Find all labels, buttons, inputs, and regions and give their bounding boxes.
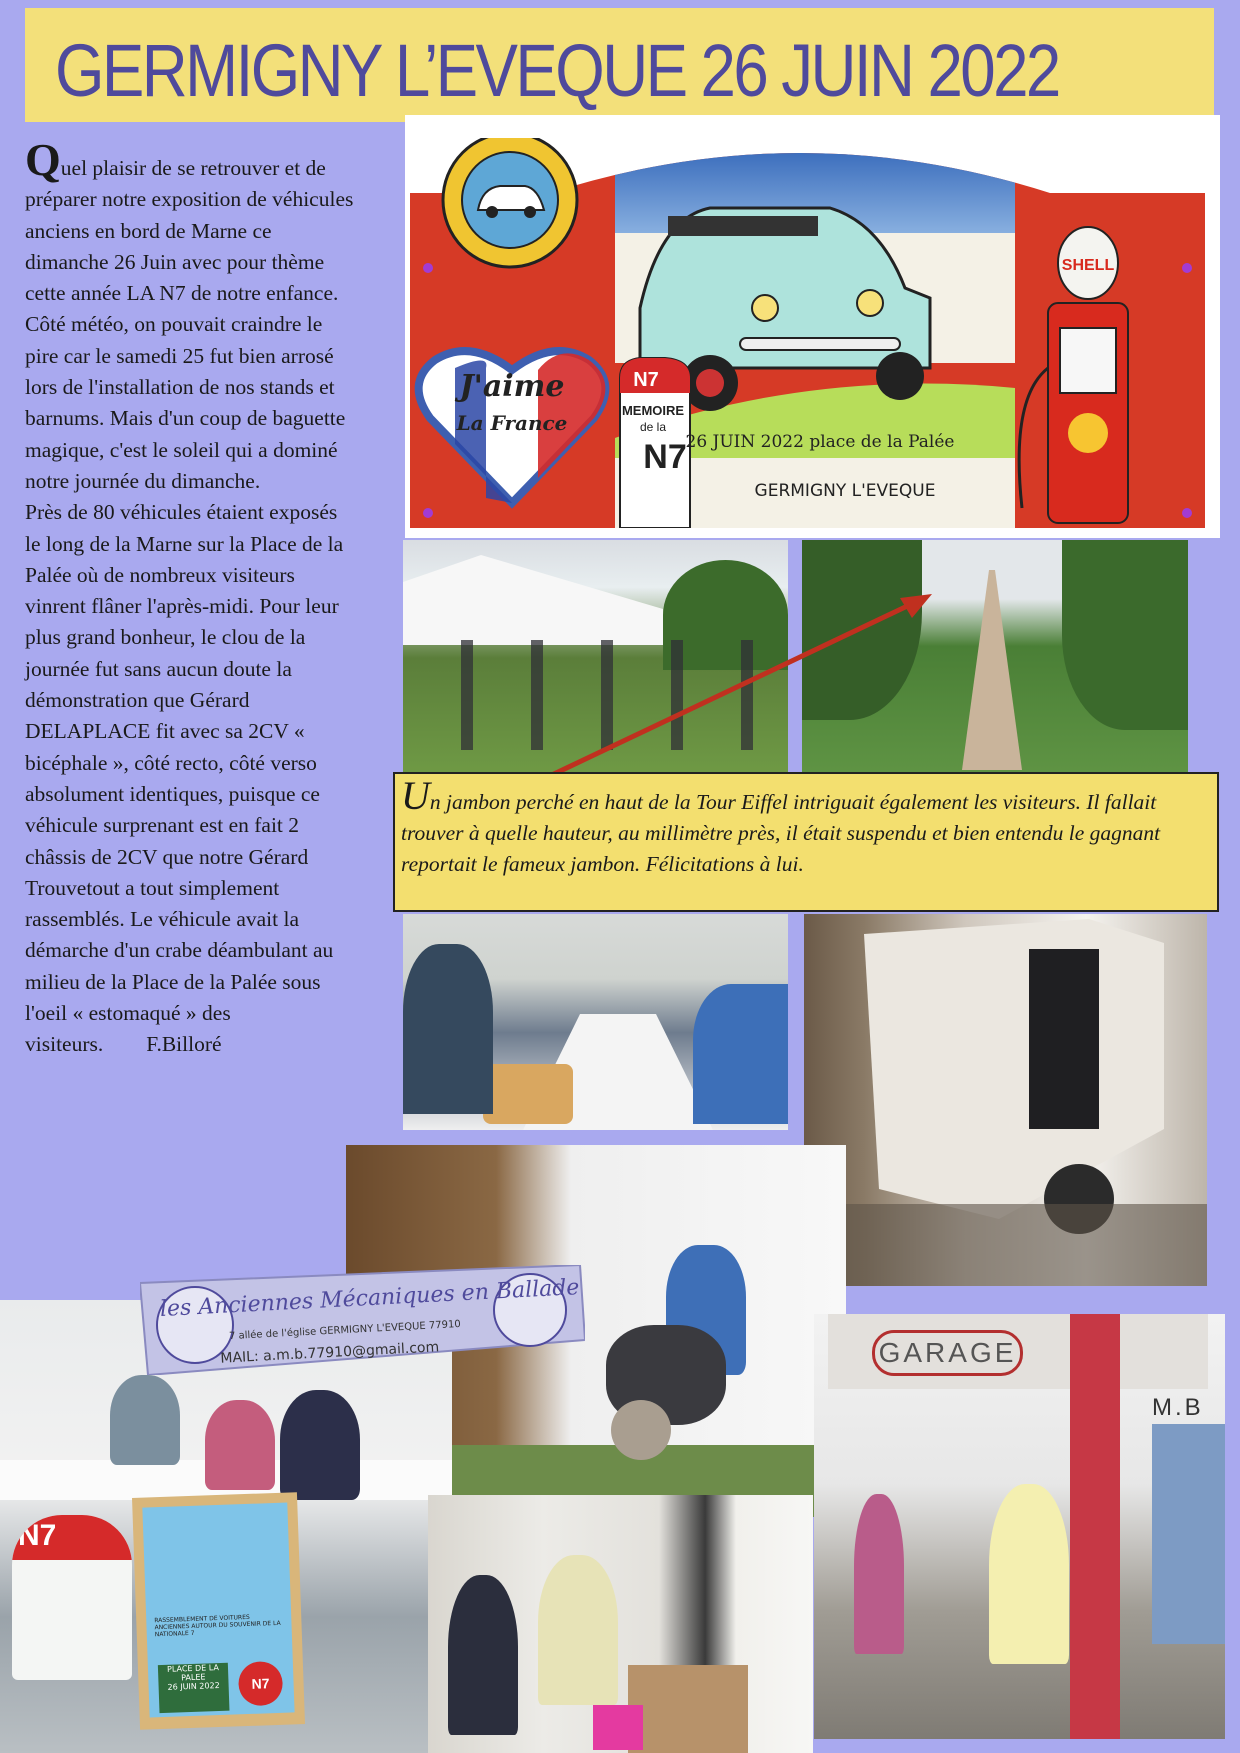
page-title: GERMIGNY L’EVEQUE 26 JUIN 2022: [55, 29, 1059, 112]
n7-poster: [132, 1492, 305, 1730]
garage-sign: GARAGE: [872, 1330, 1023, 1376]
caption-dropcap: U: [401, 773, 430, 818]
article-paragraph-1: [25, 134, 355, 309]
banner-title: les Anciennes Mécaniques en Ballade: [159, 1275, 580, 1322]
photo-indoor-sale: [428, 1495, 813, 1753]
club-banner: [140, 1265, 585, 1375]
heart-text-line2: La France: [456, 411, 568, 435]
plaque-date-place: 26 JUIN 2022 place de la Palée: [685, 432, 955, 452]
plaque-town: GERMIGNY L'EVEQUE: [754, 481, 936, 501]
svg-text:de la: de la: [639, 420, 667, 434]
article-paragraph-3: [25, 497, 355, 1060]
caption-box: [393, 772, 1219, 912]
article-paragraph-2: Côté météo, on pouvait craindre le pire car le samedi 25 fut bien arrosé lors de l'installation de nos stands et barnums. Mais d'un coup de baguette magique, c'est le soleil qui a dominé notre journée du dimanche.: [25, 312, 346, 493]
photo-lunch-table: [403, 914, 788, 1130]
n7-milestone-icon: [620, 358, 690, 528]
svg-text:N7: N7: [643, 438, 687, 476]
photo-garage: [814, 1314, 1225, 1739]
article-paragraph-1-text: uel plaisir de se retrouver et de préparer notre exposition de véhicules anciens en bord de Marne ce dimanche 26 Juin avec pour thème cette année LA N7 de notre enfance.: [25, 156, 354, 306]
banner-mail: MAIL: a.m.b.77910@gmail.com: [220, 1339, 440, 1367]
garage-wall-text: M.B: [1152, 1394, 1204, 1421]
photo-trailer: [804, 914, 1207, 1286]
svg-text:N7: N7: [633, 369, 659, 391]
svg-text:MEMOIRE: MEMOIRE: [621, 403, 685, 418]
milestone-n7-label: N7: [18, 1519, 57, 1552]
banner-address: 7 allée de l'église GERMIGNY L'EVEQUE 77910: [228, 1318, 461, 1343]
article-dropcap: Q: [25, 134, 61, 185]
poster-place: PLACE DE LA PALEE 26 JUIN 2022: [158, 1663, 230, 1713]
caption-text: n jambon perché en haut de la Tour Eiffel intriguait également les visiteurs. Il fallait trouver à quelle hauteur, au millimètre près, il était suspendu et bien entendu le gagnant reportait le fameux jambon. Félicitations à lui.: [401, 790, 1161, 876]
article-paragraph-3-text: Près de 80 véhicules étaient exposés le long de la Marne sur la Place de la Palée où de nombreux visiteurs vinrent flâner l'après-midi. Pour leur plus grand bonheur, le clou de la journée fut sans aucun doute la démonstration que Gérard DELAPLACE fit avec sa 2CV « bicéphale », côté recto, côté verso absolument identiques, puisque ce véhicule surprenant est en fait 2 châssis de 2CV que notre Gérard Trouvetout a tout simplement rassemblés. Le véhicule avait la démarche d'un crabe déambulant au milieu de la Place de la Palée sous l'oeil « estomaqué » des visiteurs.: [25, 500, 344, 1057]
rally-plaque: [410, 138, 1205, 528]
article-signature: F.Billoré: [146, 1032, 222, 1057]
poster-n7-badge: N7: [238, 1661, 284, 1707]
heart-text-line1: J'aime: [459, 369, 565, 404]
article-text: [25, 134, 355, 1061]
n7-milestone-sculpture: [12, 1515, 132, 1680]
svg-text:SHELL: SHELL: [1061, 257, 1115, 274]
poster-date: 26 JUIN 2022: [167, 1681, 220, 1692]
club-badge-car-icon: [478, 186, 544, 210]
poster-subtitle: RASSEMBLEMENT DE VOITURES ANCIENNES AUTOUR DU SOUVENIR DE LA NATIONALE 7: [154, 1613, 281, 1639]
